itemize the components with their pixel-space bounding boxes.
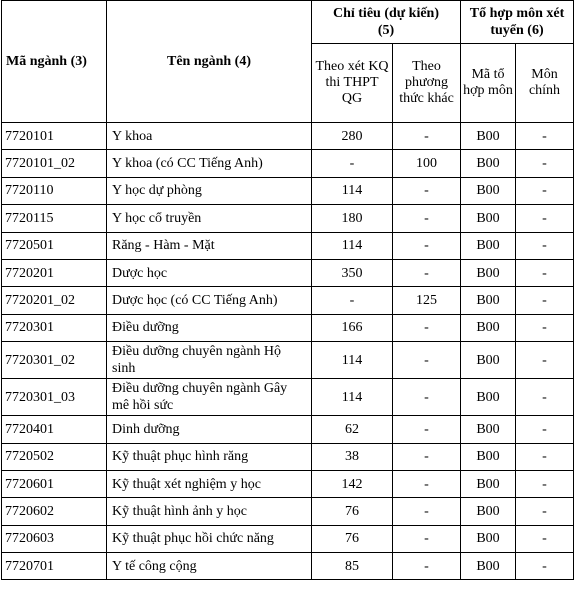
major-code: 7720201 [2, 259, 107, 286]
major-name: Y khoa [107, 123, 312, 150]
combo-code: B00 [461, 123, 516, 150]
quota-exam: 114 [312, 177, 393, 204]
quota-exam: 76 [312, 525, 393, 552]
major-name: Kỹ thuật hình ảnh y học [107, 498, 312, 525]
combo-code: B00 [461, 342, 516, 379]
quota-exam: 62 [312, 416, 393, 443]
combo-code: B00 [461, 553, 516, 580]
major-code: 7720301_02 [2, 342, 107, 379]
main-subject: - [516, 342, 574, 379]
main-subject: - [516, 470, 574, 497]
header-quota-number: (5) [377, 23, 395, 38]
header-quota-title: Chỉ tiêu (dự kiến) [332, 6, 440, 21]
header-combo-main: Môn chính [516, 44, 574, 123]
major-name: Điều dưỡng [107, 314, 312, 341]
major-code: 7720701 [2, 553, 107, 580]
main-subject: - [516, 314, 574, 341]
quota-other: - [393, 379, 461, 416]
major-name: Kỹ thuật xét nghiệm y học [107, 470, 312, 497]
major-name: Dinh dưỡng [107, 416, 312, 443]
combo-code: B00 [461, 150, 516, 177]
main-subject: - [516, 287, 574, 314]
table-row [2, 443, 574, 470]
combo-code: B00 [461, 232, 516, 259]
major-code: 7720602 [2, 498, 107, 525]
quota-other: - [393, 443, 461, 470]
major-name: Dược học [107, 259, 312, 286]
major-name: Y khoa (có CC Tiếng Anh) [107, 150, 312, 177]
major-code: 7720301 [2, 314, 107, 341]
combo-code: B00 [461, 443, 516, 470]
combo-code: B00 [461, 498, 516, 525]
table-row [2, 259, 574, 286]
header-major-code: Mã ngành (3) [2, 1, 107, 123]
table-row [2, 525, 574, 552]
major-code: 7720301_03 [2, 379, 107, 416]
main-subject: - [516, 205, 574, 232]
major-code: 7720601 [2, 470, 107, 497]
major-code: 7720502 [2, 443, 107, 470]
table-row [2, 287, 574, 314]
major-code: 7720603 [2, 525, 107, 552]
quota-exam: 38 [312, 443, 393, 470]
quota-other: - [393, 259, 461, 286]
combo-code: B00 [461, 379, 516, 416]
quota-other: - [393, 416, 461, 443]
table-row [2, 177, 574, 204]
quota-other: 100 [393, 150, 461, 177]
main-subject: - [516, 416, 574, 443]
major-name: Y tế công cộng [107, 553, 312, 580]
quota-exam: 142 [312, 470, 393, 497]
major-code: 7720201_02 [2, 287, 107, 314]
table-row [2, 416, 574, 443]
combo-code: B00 [461, 287, 516, 314]
header-quota-exam: Theo xét KQ thi THPT QG [312, 44, 393, 123]
quota-other: - [393, 498, 461, 525]
major-name: Y học dự phòng [107, 177, 312, 204]
major-name: Kỹ thuật phục hình răng [107, 443, 312, 470]
quota-other: - [393, 314, 461, 341]
table-row [2, 379, 574, 416]
quota-exam: 114 [312, 379, 393, 416]
combo-code: B00 [461, 416, 516, 443]
combo-code: B00 [461, 314, 516, 341]
table-row [2, 123, 574, 150]
quota-other: - [393, 470, 461, 497]
main-subject: - [516, 259, 574, 286]
quota-other: - [393, 525, 461, 552]
table-row [2, 205, 574, 232]
main-subject: - [516, 177, 574, 204]
main-subject: - [516, 232, 574, 259]
header-quota-other: Theo phương thức khác [393, 44, 461, 123]
table-row [2, 314, 574, 341]
combo-code: B00 [461, 470, 516, 497]
quota-exam: 114 [312, 342, 393, 379]
quota-exam: 350 [312, 259, 393, 286]
combo-code: B00 [461, 177, 516, 204]
major-name: Y học cổ truyền [107, 205, 312, 232]
major-name: Răng - Hàm - Mặt [107, 232, 312, 259]
major-name: Điều dưỡng chuyên ngành Gây mê hồi sức [107, 379, 312, 416]
quota-other: - [393, 123, 461, 150]
table-row [2, 470, 574, 497]
quota-exam: 180 [312, 205, 393, 232]
table-row [2, 498, 574, 525]
quota-other: - [393, 177, 461, 204]
table-row [2, 553, 574, 580]
major-code: 7720501 [2, 232, 107, 259]
quota-exam: 166 [312, 314, 393, 341]
major-code: 7720401 [2, 416, 107, 443]
quota-other: 125 [393, 287, 461, 314]
quota-other: - [393, 553, 461, 580]
major-code: 7720101_02 [2, 150, 107, 177]
combo-code: B00 [461, 205, 516, 232]
quota-exam: 76 [312, 498, 393, 525]
table-row [2, 342, 574, 379]
combo-code: B00 [461, 259, 516, 286]
table-row [2, 150, 574, 177]
main-subject: - [516, 443, 574, 470]
major-name: Dược học (có CC Tiếng Anh) [107, 287, 312, 314]
major-code: 7720101 [2, 123, 107, 150]
quota-exam: 280 [312, 123, 393, 150]
header-major-name: Tên ngành (4) [107, 1, 312, 123]
quota-other: - [393, 342, 461, 379]
quota-exam: 85 [312, 553, 393, 580]
quota-other: - [393, 205, 461, 232]
quota-exam: - [312, 150, 393, 177]
main-subject: - [516, 553, 574, 580]
header-quota-group [312, 1, 461, 44]
main-subject: - [516, 379, 574, 416]
major-code: 7720110 [2, 177, 107, 204]
admissions-table [1, 0, 574, 580]
header-combo-code: Mã tổ hợp môn [461, 44, 516, 123]
major-code: 7720115 [2, 205, 107, 232]
major-name: Điều dưỡng chuyên ngành Hộ sinh [107, 342, 312, 379]
header-combo-group: Tổ hợp môn xét tuyển (6) [461, 1, 574, 44]
main-subject: - [516, 123, 574, 150]
quota-exam: - [312, 287, 393, 314]
main-subject: - [516, 525, 574, 552]
combo-code: B00 [461, 525, 516, 552]
major-name: Kỹ thuật phục hồi chức năng [107, 525, 312, 552]
quota-exam: 114 [312, 232, 393, 259]
table-row [2, 232, 574, 259]
main-subject: - [516, 150, 574, 177]
quota-other: - [393, 232, 461, 259]
main-subject: - [516, 498, 574, 525]
